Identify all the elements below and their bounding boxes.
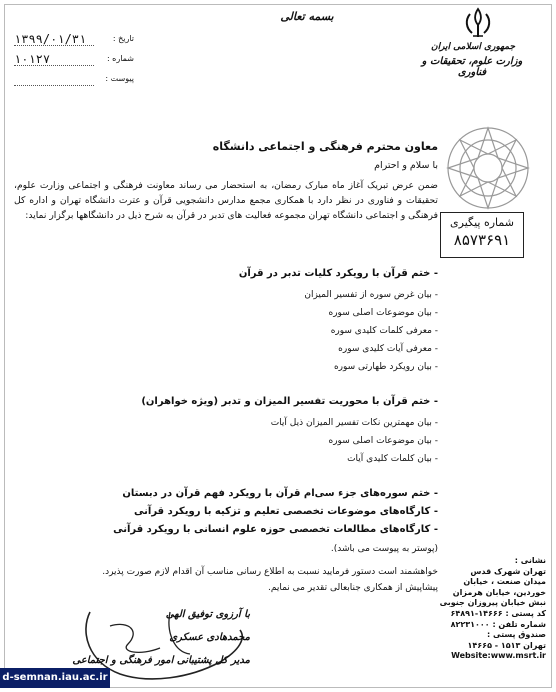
recipient-line: معاون محترم فرهنگی و اجتماعی دانشگاه: [212, 140, 438, 153]
address-line: کد پستی : ۱۴۶۶۶-۶۴۸۹۱: [450, 608, 546, 618]
date-dotted-line: [14, 45, 94, 46]
list-item: - بیان موضوعات اصلی سوره: [328, 308, 438, 318]
section-title-5: - کارگاه‌های مطالعات تخصصی حوزه علوم انسانی با رویکرد قرآنی: [113, 524, 438, 535]
number-value: ۱۰۱۲۷: [14, 52, 51, 66]
section-2-list: [14, 414, 438, 468]
address-line: شماره تلفن : ۸۲۲۳۱۰۰۰: [450, 619, 546, 629]
signature-wish: با آرزوی توفیق الهی: [165, 609, 250, 620]
basmala: بسمه تعالی: [280, 10, 334, 23]
attachment-label: پیوست :: [105, 74, 134, 83]
number-label: شماره :: [106, 54, 134, 63]
list-item: - بیان کلمات کلیدی آیات: [347, 454, 438, 464]
list-item: - بیان رویکرد طهارتی سوره: [333, 362, 438, 372]
address-line: نشانی :: [514, 556, 546, 565]
website-link[interactable]: Website:www.msrt.ir: [451, 651, 546, 661]
address-line: میدان صنعت ، خیابان: [463, 577, 546, 587]
address-line: خوردین، خیابان هرمزان: [452, 587, 546, 597]
address-line: نبش خیابان پیروزان جنوبی: [439, 598, 546, 608]
tracking-label: شماره پیگیری: [450, 216, 514, 229]
attachment-field: [14, 72, 134, 88]
address-line: تهران شهرک قدس: [470, 566, 546, 576]
attachment-dotted-line: [14, 85, 94, 86]
date-field: [14, 32, 134, 48]
signatory-title: مدیر کل پشتیبانی امور فرهنگی و اجتماعی: [72, 655, 250, 666]
section-title-1: - ختم قرآن با رویکرد کلیات تدبر در قرآن: [238, 268, 438, 279]
attachment-note: (پوستر به پیوست می باشد).: [330, 544, 438, 554]
signatory-name: محمدهادی عسکری: [169, 632, 250, 643]
intro-paragraph: ضمن عرض تبریک آغاز ماه مبارک رمضان، به استحضار می رساند معاونت فرهنگی و اجتماعی وزارت علوم، تحقیقات و فناوری در نظر دارد با همکاری مجمع مدارس دانشجویی قرآن و عترت دانشگاه تهران و اداره کل فرهنگی و اجتماعی دانشگاه تهران مجموعه فعالیت های تدبر در قرآن به شرح ذیل در دانشگاهها برگزار نماید:: [14, 180, 438, 221]
address-line: صندوق پستی :: [486, 630, 546, 640]
closing-line: خواهشمند است دستور فرمایید نسبت به اطلاع رسانی مناسب آن اقدام لازم صورت پذیرد.: [102, 567, 438, 577]
site-watermark: d-semnan.iau.ac.ir: [0, 668, 110, 688]
number-field: [14, 52, 134, 68]
list-item: - بیان موضوعات اصلی سوره: [328, 436, 438, 446]
section-title-2: - ختم قرآن با محوریت تفسیر المیزان و تدبر (ویژه خواهران): [141, 396, 438, 407]
list-item: - معرفی کلمات کلیدی سوره: [330, 326, 438, 336]
address-line: تهران ۱۵۱۳ - ۱۴۶۶۵: [467, 640, 546, 650]
greeting-line: با سلام و احترام: [374, 160, 438, 171]
closing-line: پیشاپیش از همکاری جنابعالی تقدیر می نمایم.: [268, 583, 438, 593]
list-item: - بیان مهمترین نکات تفسیر المیزان ذیل آیات: [270, 418, 438, 428]
section-title-3: - ختم سوره‌های جزء سی‌ام قرآن با رویکرد فهم قرآن در دبستان: [122, 488, 438, 499]
list-item: - بیان غرض سوره از تفسیر المیزان: [304, 290, 438, 300]
arabesque-ornament-icon: [440, 118, 536, 218]
list-item: - معرفی آیات کلیدی سوره: [338, 344, 438, 354]
ministry-name: وزارت علوم، تحقیقات و فناوری: [421, 56, 523, 78]
section-title-4: - کارگاه‌های موضوعات تخصصی تعلیم و تزکیه با رویکرد قرآنی: [134, 506, 438, 517]
date-label: تاریخ :: [112, 34, 134, 43]
ministry-address: [439, 556, 546, 662]
date-value: ۱۳۹۹/۰۱/۳۱: [14, 32, 87, 46]
government-name: جمهوری اسلامی ایران: [430, 42, 516, 52]
tracking-value: ۸۵۷۳۶۹۱: [453, 231, 511, 249]
section-1-list: [14, 286, 438, 376]
iran-emblem-icon: [460, 6, 496, 40]
number-dotted-line: [14, 65, 94, 66]
tracking-number-box: [440, 212, 524, 258]
